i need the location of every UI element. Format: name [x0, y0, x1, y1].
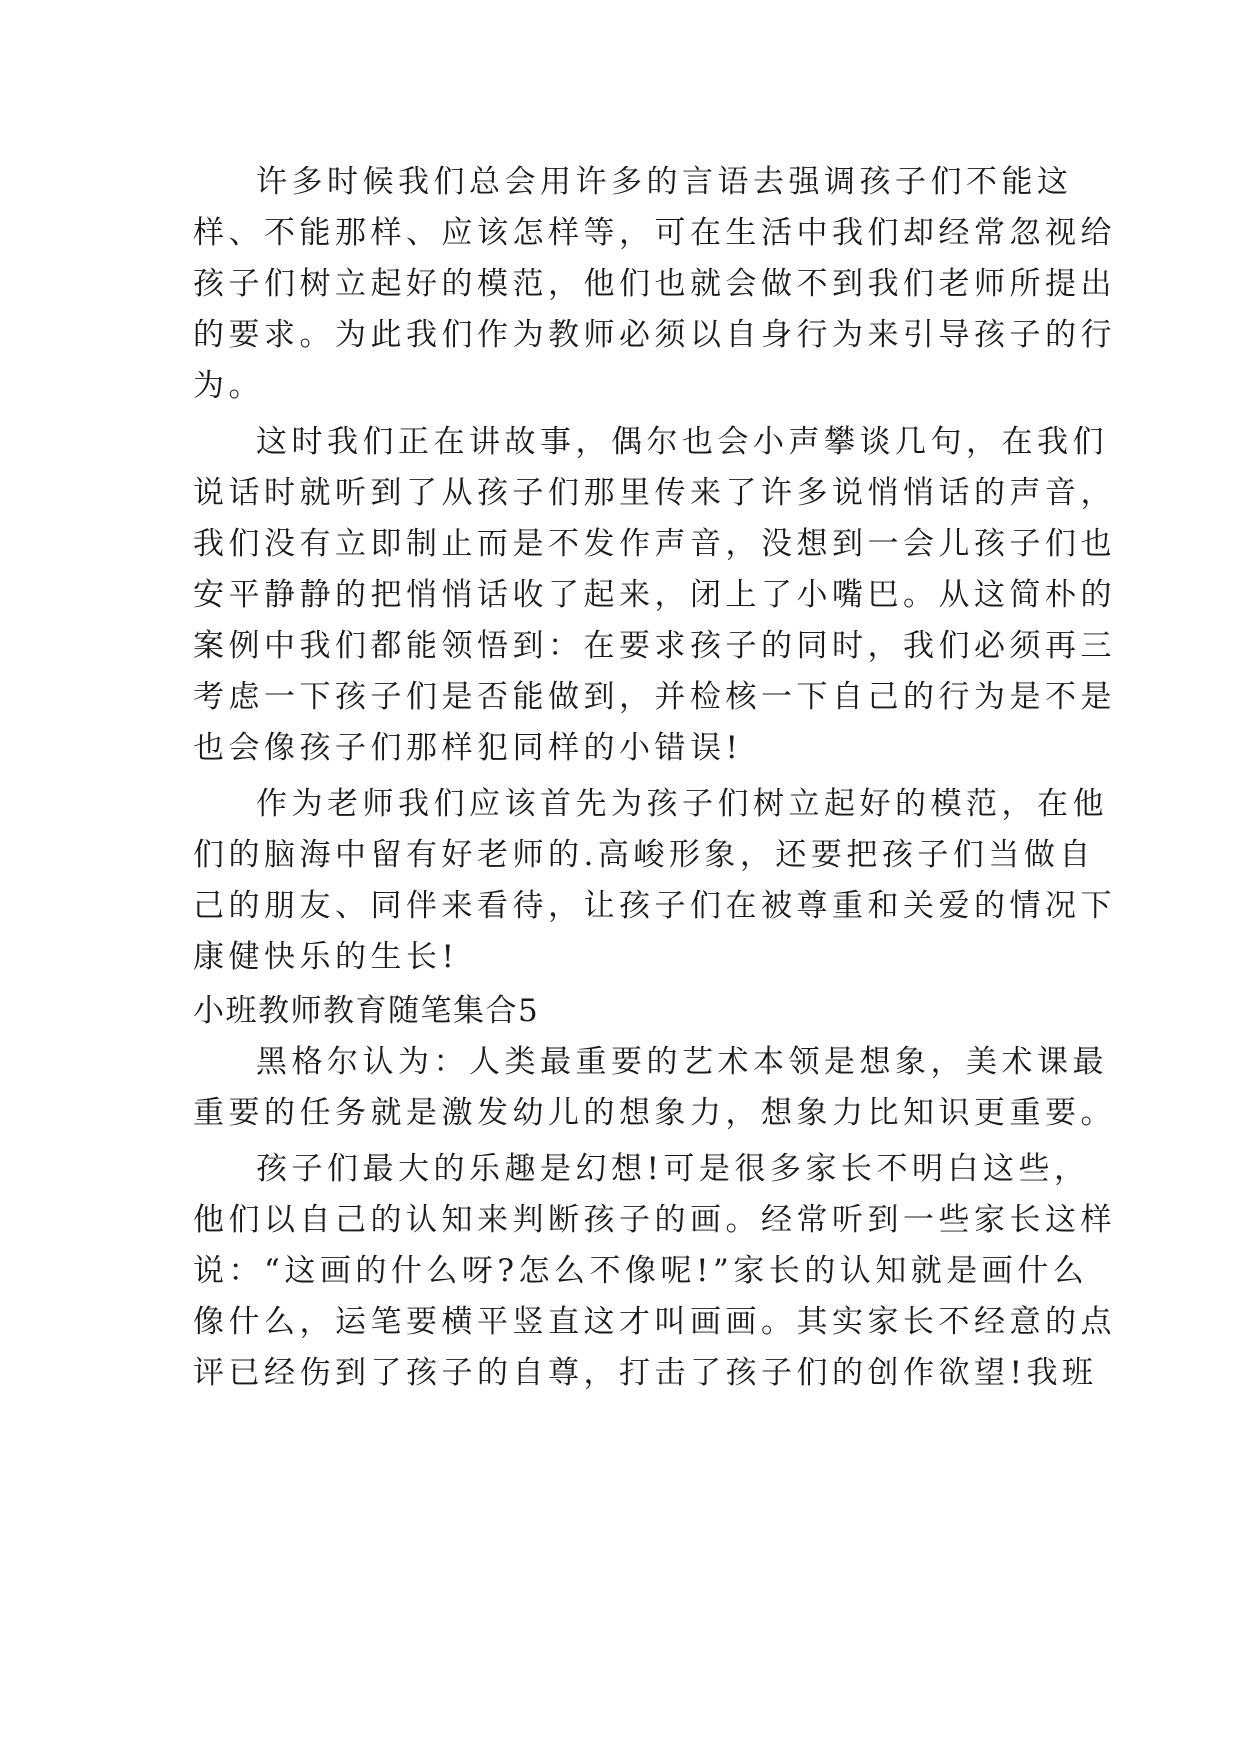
paragraph-line: 他们以自己的认知来判断孩子的画。经常听到一些家长这样: [193, 1202, 1116, 1238]
paragraph-line: 们的脑海中留有好老师的.高峻形象，还要把孩子们当做自: [193, 837, 1095, 873]
paragraph-line: 黑格尔认为：人类最重要的艺术本领是想象，美术课最: [256, 1044, 1108, 1080]
paragraph-line: 康健快乐的生长!: [193, 939, 459, 975]
paragraph-line: 我们没有立即制止而是不发作声音，没想到一会儿孩子们也: [193, 526, 1116, 562]
paragraph-line: 己的朋友、同伴来看待，让孩子们在被尊重和关爱的情况下: [193, 888, 1116, 924]
paragraph-line: 安平静静的把悄悄话收了起来，闭上了小嘴巴。从这简朴的: [193, 577, 1116, 613]
paragraph-line: 孩子们树立起好的模范，他们也就会做不到我们老师所提出: [193, 266, 1116, 302]
paragraph-line: 为。: [193, 368, 264, 404]
paragraph-line: 考虑一下孩子们是否能做到，并检核一下自己的行为是不是: [193, 679, 1116, 715]
paragraph-line: 也会像孩子们那样犯同样的小错误!: [193, 730, 743, 766]
paragraph-line: 样、不能那样、应该怎样等，可在生活中我们却经常忽视给: [193, 215, 1116, 251]
paragraph-line: 说话时就听到了从孩子们那里传来了许多说悄悄话的声音，: [193, 475, 1116, 511]
paragraph-line: 评已经伤到了孩子的自尊，打击了孩子们的创作欲望!我班: [193, 1355, 1098, 1391]
paragraph-line: 孩子们最大的乐趣是幻想!可是很多家长不明白这些，: [256, 1151, 1090, 1187]
paragraph-line: 这时我们正在讲故事，偶尔也会小声攀谈几句，在我们: [256, 424, 1108, 460]
paragraph-line: 作为老师我们应该首先为孩子们树立起好的模范，在他: [256, 786, 1108, 822]
paragraph-line: 许多时候我们总会用许多的言语去强调孩子们不能这: [256, 164, 1073, 200]
paragraph-line: 说：“这画的什么呀?怎么不像呢!”家长的认知就是画什么: [193, 1253, 1089, 1289]
paragraph-line: 案例中我们都能领悟到：在要求孩子的同时，我们必须再三: [193, 628, 1116, 664]
paragraph-line: 重要的任务就是激发幼儿的想象力，想象力比知识更重要。: [193, 1095, 1116, 1131]
paragraph-line: 的要求。为此我们作为教师必须以自身行为来引导孩子的行: [193, 317, 1116, 353]
paragraph-line: 像什么，运笔要横平竖直这才叫画画。其实家长不经意的点: [193, 1304, 1116, 1340]
section-title: 小班教师教育随笔集合5: [193, 993, 540, 1029]
